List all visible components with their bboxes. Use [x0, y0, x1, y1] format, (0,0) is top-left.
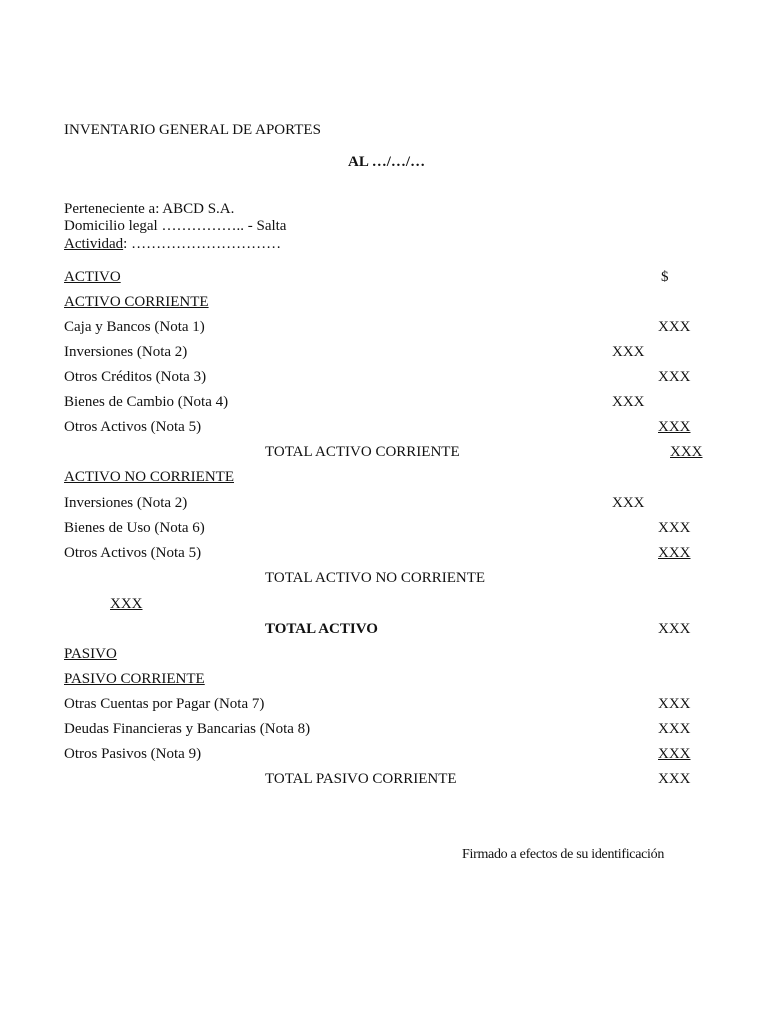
- line-item-label: Otros Pasivos (Nota 9): [64, 746, 202, 762]
- total-pasivo-corriente-label: TOTAL PASIVO CORRIENTE: [265, 771, 457, 787]
- line-item-value: XXX: [658, 721, 691, 737]
- line-item-label: Bienes de Uso (Nota 6): [64, 520, 205, 536]
- line-item-value: XXX: [658, 746, 691, 762]
- date-line: AL …/…/…: [348, 154, 426, 170]
- line-item-label: Deudas Financieras y Bancarias (Nota 8): [64, 721, 311, 737]
- line-item-label: Otros Créditos (Nota 3): [64, 369, 207, 385]
- activo-corriente-heading: ACTIVO CORRIENTE: [64, 294, 209, 310]
- line-item-label: Otros Activos (Nota 5): [64, 419, 202, 435]
- pasivo-heading: PASIVO: [64, 646, 117, 662]
- pasivo-corriente-heading: PASIVO CORRIENTE: [64, 671, 205, 687]
- domicile-line: Domicilio legal …………….. - Salta: [64, 218, 287, 234]
- line-item-value: XXX: [658, 369, 691, 385]
- line-item-label: Inversiones (Nota 2): [64, 495, 188, 511]
- total-activo-no-corriente-label: TOTAL ACTIVO NO CORRIENTE: [265, 570, 486, 586]
- activity-value: : …………………………: [123, 236, 282, 252]
- activity-line: [64, 235, 281, 253]
- line-item-value: XXX: [658, 520, 691, 536]
- activo-heading: ACTIVO: [64, 269, 121, 285]
- signature-note: Firmado a efectos de su identificación: [462, 847, 665, 862]
- total-activo-corriente-label: TOTAL ACTIVO CORRIENTE: [265, 444, 460, 460]
- line-item-label: Caja y Bancos (Nota 1): [64, 319, 205, 335]
- document-title: INVENTARIO GENERAL DE APORTES: [64, 122, 321, 138]
- line-item-label: Inversiones (Nota 2): [64, 344, 188, 360]
- line-item-value: XXX: [612, 344, 645, 360]
- total-activo-label: TOTAL ACTIVO: [265, 621, 378, 637]
- owner-line: Perteneciente a: ABCD S.A.: [64, 201, 235, 217]
- activo-no-corriente-heading: ACTIVO NO CORRIENTE: [64, 469, 234, 485]
- line-item-value: XXX: [658, 545, 691, 561]
- total-activo-corriente-value: XXX: [670, 444, 703, 460]
- line-item-value: XXX: [612, 394, 645, 410]
- total-activo-value: XXX: [658, 621, 691, 637]
- line-item-value: XXX: [658, 696, 691, 712]
- activity-label: Actividad: [64, 236, 124, 252]
- line-item-label: Bienes de Cambio (Nota 4): [64, 394, 229, 410]
- line-item-value: XXX: [658, 319, 691, 335]
- currency-symbol: $: [661, 269, 669, 285]
- total-pasivo-corriente-value: XXX: [658, 771, 691, 787]
- line-item-value: XXX: [658, 419, 691, 435]
- total-activo-no-corriente-value: XXX: [110, 596, 143, 612]
- line-item-label: Otras Cuentas por Pagar (Nota 7): [64, 696, 265, 712]
- line-item-value: XXX: [612, 495, 645, 511]
- line-item-label: Otros Activos (Nota 5): [64, 545, 202, 561]
